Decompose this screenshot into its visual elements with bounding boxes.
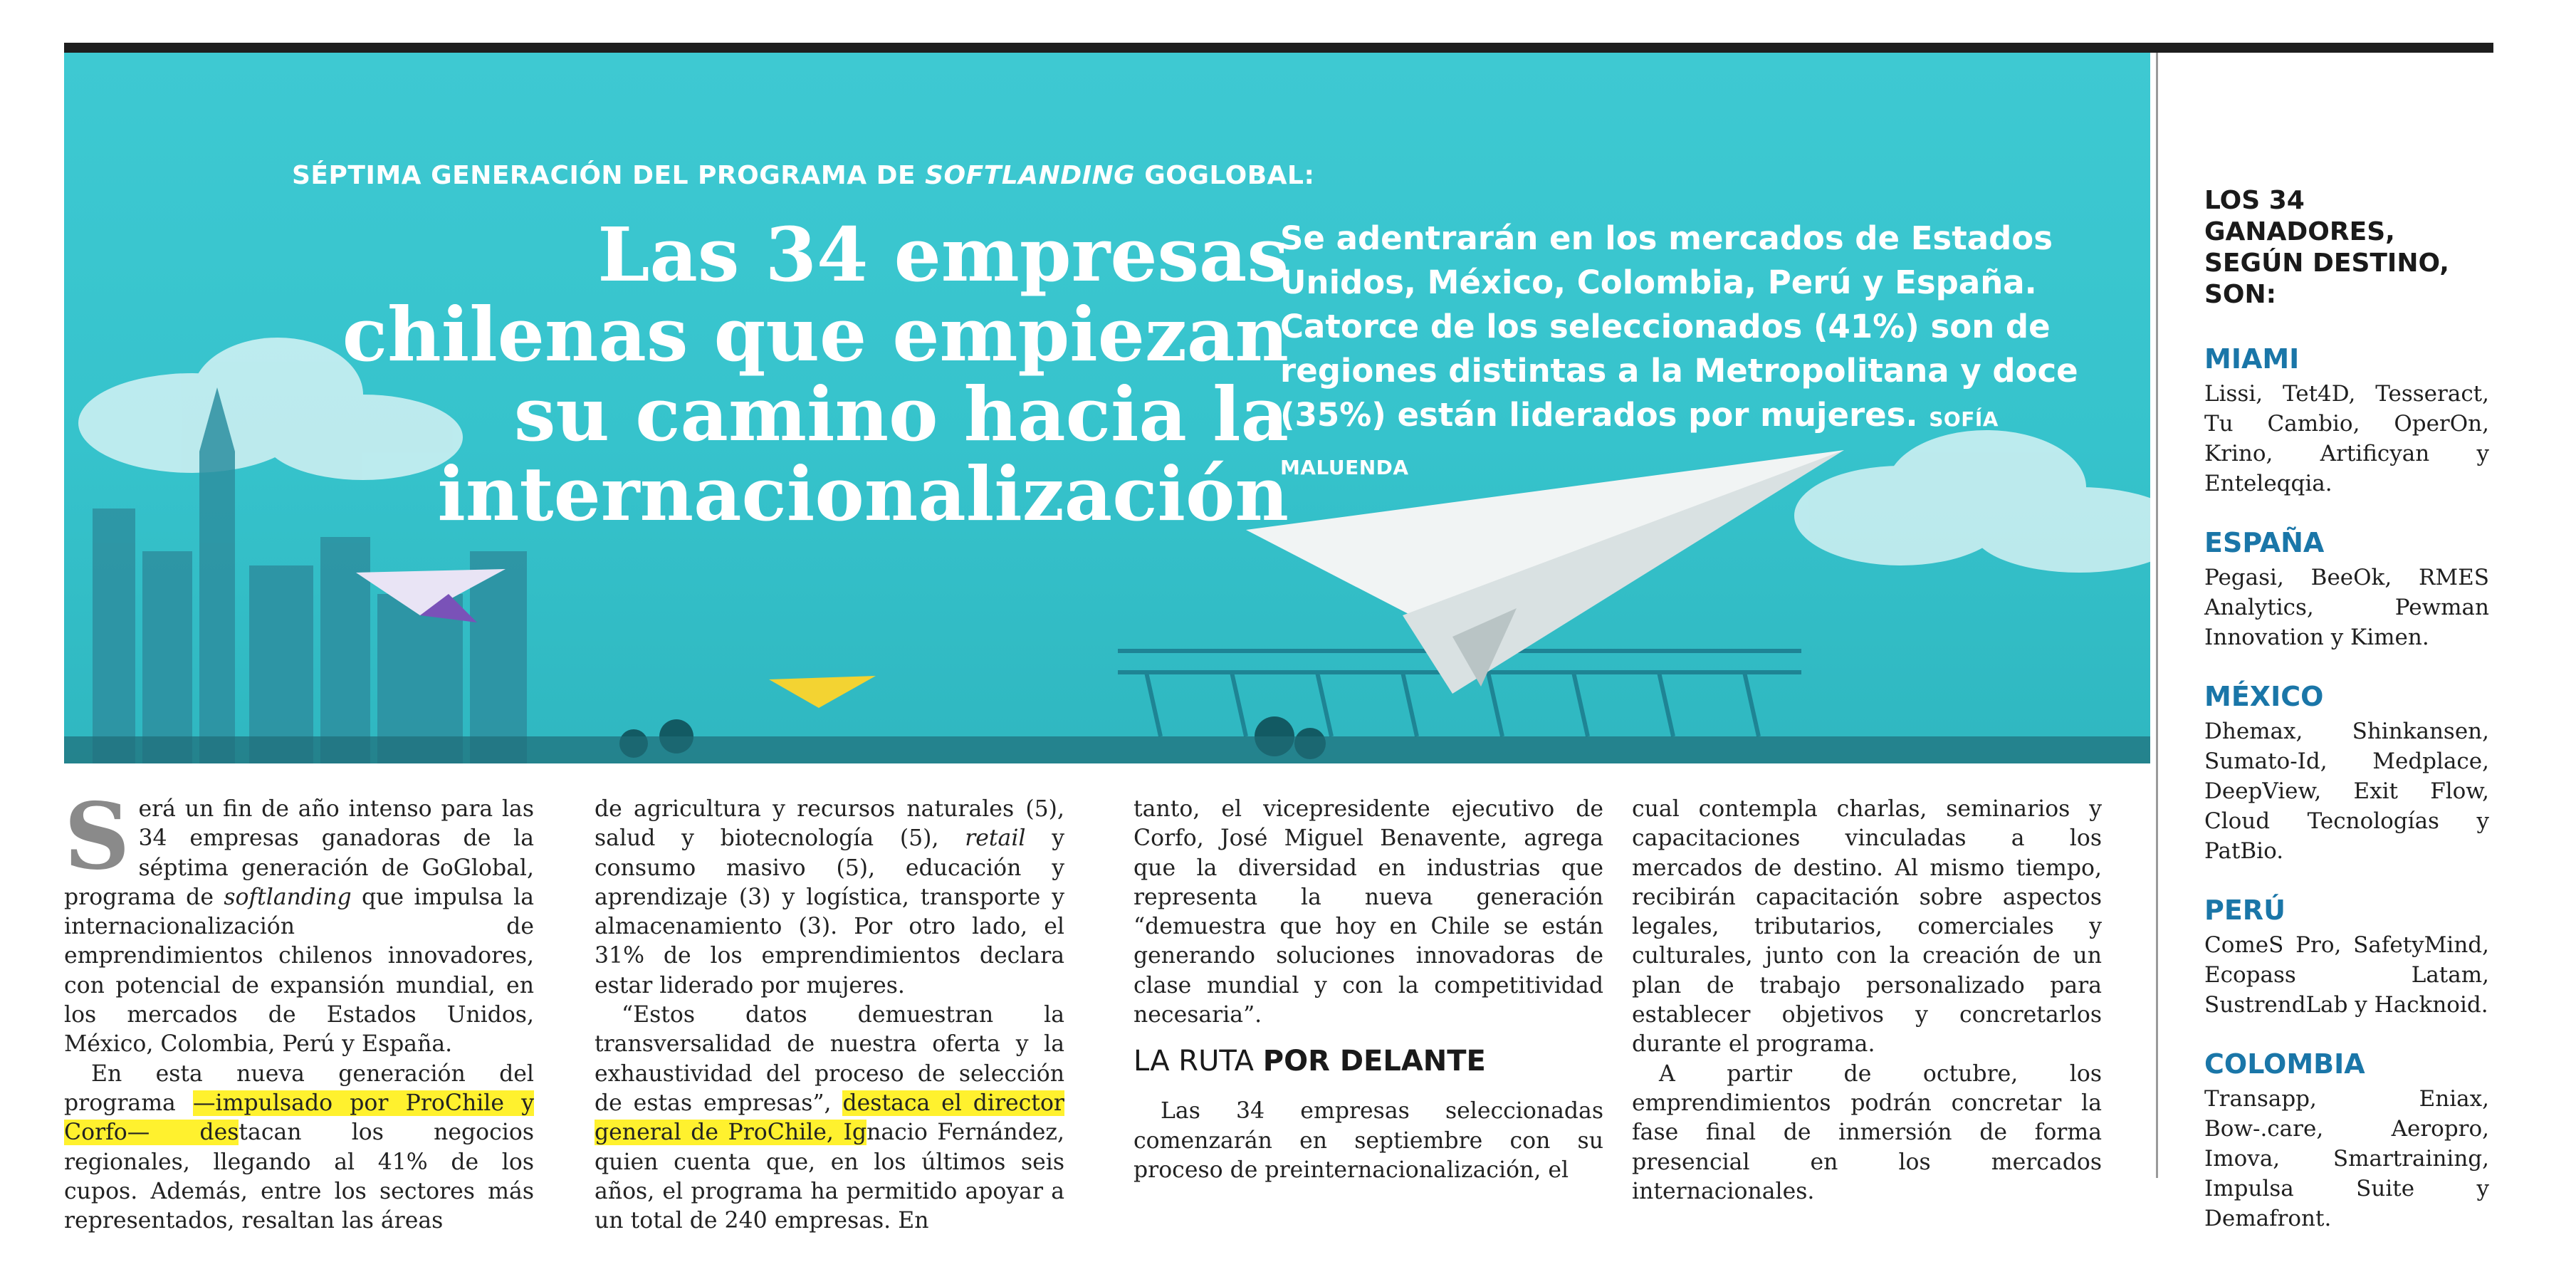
destination-heading: COLOMBIA xyxy=(2204,1048,2365,1080)
hero-banner xyxy=(64,53,2150,763)
paragraph-text: tanto, el vicepresidente ejecutivo de Corfo, José Miguel Benavente, agrega que la diversidad en industrias que representa la nueva generación “demuestra que hoy en Chile se están generando soluciones innovadoras de clase mundial y con la competitividad necesaria”. xyxy=(1133,796,1603,1028)
kicker: SÉPTIMA GENERACIÓN DEL PROGRAMA DE SOFTLANDING GOGLOBAL: xyxy=(292,161,1315,190)
subhead-light: LA RUTA xyxy=(1133,1045,1263,1078)
article-column-2 xyxy=(595,795,1064,1236)
destination-list: Dhemax, Shinkansen, Sumato-Id, Medplace, DeepView, Exit Flow, Cloud Tecnologías y PatBio. xyxy=(2204,719,2489,864)
paragraph-text: de agricultura y recursos naturales (5), salud y biotecnología (5), xyxy=(595,796,1064,852)
paragraph-text: que impulsa la internacionalización de emprendimientos chilenos innovadores, con potencial de expansión mundial, en los mercados de Estados Unidos, México, Colombia, Perú y España. xyxy=(64,884,534,1058)
paragraph-text: Las 34 empresas seleccionadas comenzarán en septiembre con su proceso de preinternacionalización, el xyxy=(1133,1098,1603,1183)
byline: SOFÍA MALUENDA xyxy=(1280,407,1999,479)
emphasis: retail xyxy=(965,825,1026,852)
paragraph-text: tacan los negocios regionales, llegando al 41% de los cupos. Además, entre los sectores más representados, resaltan las áreas xyxy=(64,1120,534,1234)
destination-heading: PERÚ xyxy=(2204,895,2286,926)
headline xyxy=(235,211,1289,538)
destination-list: ComeS Pro, SafetyMind, Ecopass Latam, SustrendLab y Hacknoid. xyxy=(2204,932,2489,1018)
paragraph-text: erá un fin de año intenso para las 34 empresas ganadoras de la séptima generación de GoGlobal, programa de xyxy=(64,796,534,910)
sidebar-divider xyxy=(2156,53,2158,1178)
article-column-1 xyxy=(64,783,534,1236)
article-body xyxy=(0,783,2136,1234)
destination-heading: MÉXICO xyxy=(2204,681,2324,712)
headline-line: internacionalización xyxy=(437,450,1289,538)
headline-line: su camino hacia la xyxy=(513,370,1289,458)
sidebar-title: LOS 34 GANADORES, SEGÚN DESTINO, SON: xyxy=(2204,186,2449,309)
emphasis: softlanding xyxy=(224,884,352,910)
highlighted-text: —impulsado por ProChile y Corfo— des xyxy=(64,1090,534,1146)
subhead-bold: POR DELANTE xyxy=(1262,1045,1486,1078)
paragraph-text: En esta nueva generación del programa xyxy=(64,1060,534,1116)
paragraph-text: “Estos datos demuestran la transversalidad de nuestra oferta y la exhaustividad del proceso de selección de estas empresas”, xyxy=(595,1002,1064,1116)
paragraph-text: A partir de octubre, los emprendimientos podrán concretar la fase final de inmersión de forma presencial en los mercados internacionales. xyxy=(1632,1060,2102,1204)
destination-heading: ESPAÑA xyxy=(2204,527,2325,558)
headline-line: chilenas que empiezan xyxy=(342,291,1289,378)
drop-cap: S xyxy=(64,783,130,890)
deck xyxy=(1280,217,2092,490)
headline-line: Las 34 empresas xyxy=(597,211,1289,298)
yellow-plane-icon xyxy=(769,676,876,708)
destination-list: Pegasi, BeeOk, RMES Analytics, Pewman Innovation y Kimen. xyxy=(2204,565,2489,650)
top-rule xyxy=(64,43,2493,53)
article-column-4 xyxy=(1632,795,2102,1206)
paragraph-text: y consumo masivo (5), educación y aprendizaje (3) y logística, transporte y almacenamiento (3). Por otro lado, el 31% de los emprendimientos declara estar liderado por mujeres. xyxy=(595,825,1064,998)
destination-heading: MIAMI xyxy=(2204,343,2300,375)
sidebar xyxy=(2204,185,2489,1262)
article-column-3 xyxy=(1133,795,1603,1185)
section-subhead xyxy=(1133,1041,1603,1081)
paragraph-text: cual contempla charlas, seminarios y capacitaciones vinculadas a los mercados de destino. Al mismo tiempo, recibirán capacitación sobre aspectos legales, tributarios, comerciales y culturales, junto con la creación de un plan de trabajo personalizado para establecer objetivos y concretarlos durante el programa. xyxy=(1632,796,2102,1058)
paragraph-text: nacio Fernández, quien cuenta que, en los últimos seis años, el programa ha permitido apoyar a un total de 240 empresas. En xyxy=(595,1120,1064,1234)
highlighted-text: destaca el director general de ProChile, Ig xyxy=(595,1090,1064,1146)
destination-list: Lissi, Tet4D, Tesseract, Tu Cambio, OperOn, Krino, Artificyan y Enteleqqia. xyxy=(2204,381,2489,496)
destination-list: Transapp, Eniax, Bow-.care, Aeropro, Imova, Smartraining, Impulsa Suite y Demafront. xyxy=(2204,1086,2489,1231)
deck-text: Se adentrarán en los mercados de Estados Unidos, México, Colombia, Perú y España. Catorce de los seleccionados (41%) son de regiones distintas a la Metropolitana y doce (35%) están liderados por mujeres. xyxy=(1280,219,2078,434)
